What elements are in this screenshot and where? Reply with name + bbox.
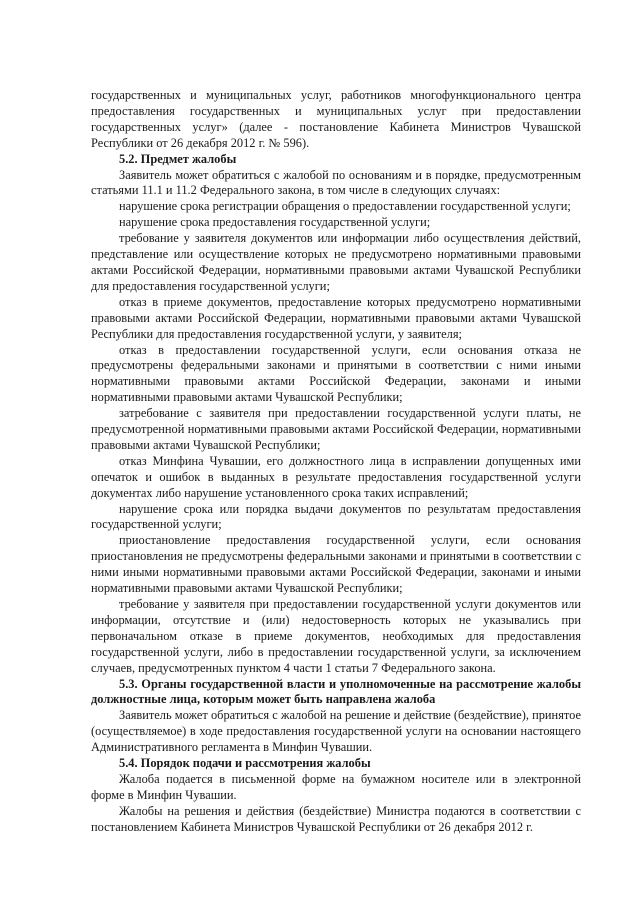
- section-heading-5-3: 5.3. Органы государственной власти и уполномоченные на рассмотрение жалобы должностные лица, которым может быть направлена жалоба: [91, 676, 581, 707]
- paragraph: Заявитель может обратиться с жалобой по основаниям и в порядке, предусмотренным статьями 11.1 и 11.2 Федерального закона, в том числе в следующих случаях:: [91, 167, 581, 198]
- paragraph: Жалобы на решения и действия (бездействие) Министра подаются в соответствии с постановлением Кабинета Министров Чувашской Республики от 26 декабря 2012 г.: [91, 803, 581, 834]
- list-paragraph: отказ в приеме документов, предоставление которых предусмотрено нормативными правовыми актами Российской Федерации, нормативными правовыми актами Чувашской Республики для предоставления государственной услуги, у заявителя;: [91, 294, 581, 341]
- list-paragraph: требование у заявителя документов или информации либо осуществления действий, представление или осуществление которых не предусмотрено нормативными правовыми актами Российской Федерации, нормативными правовыми актами Чувашской Республики для предоставления государственной услуги;: [91, 231, 581, 293]
- paragraph: Заявитель может обратиться с жалобой на решение и действие (бездействие), принятое (осуществляемое) в ходе предоставления государственной услуги на основании настоящего Административного регламента в Минфин Чувашии.: [91, 708, 581, 755]
- list-paragraph: нарушение срока предоставления государственной услуги;: [119, 215, 431, 230]
- paragraph-continuation: государственных и муниципальных услуг, работников многофункционального центра предоставления государственных и муниципальных услуг при предоставлении государственных услуг» (далее - постановление Кабинета Министров Чувашской Республики от 26 декабря 2012 г. № 596).: [91, 88, 581, 150]
- list-paragraph: приостановление предоставления государственной услуги, если основания приостановления не предусмотрены федеральными законами и принятыми в соответствии с ними иными нормативными правовыми актами Российской Федерации, законами и иными нормативными правовыми актами Чувашской Республики;: [91, 533, 581, 596]
- section-heading-5-2: 5.2. Предмет жалобы: [119, 151, 237, 166]
- list-paragraph: нарушение срока регистрации обращения о предоставлении государственной услуги;: [119, 199, 571, 214]
- paragraph: Жалоба подается в письменной форме на бумажном носителе или в электронной форме в Минфин Чувашии.: [91, 771, 581, 802]
- list-paragraph: затребование с заявителя при предоставлении государственной услуги платы, не предусмотренной нормативными правовыми актами Российской Федерации, нормативными правовыми актами Чувашской Республики;: [91, 406, 581, 452]
- list-paragraph: отказ в предоставлении государственной услуги, если основания отказа не предусмотрены федеральными законами и принятыми в соответствии с ними иными нормативными правовыми актами Российской Федерации, законами и иными нормативными правовыми актами Чувашской Республики;: [91, 342, 581, 405]
- list-paragraph: отказ Минфина Чувашии, его должностного лица в исправлении допущенных ими опечаток и ошибок в выданных в результате предоставления государственной услуги документах либо нарушение установленного срока таких исправлений;: [91, 453, 581, 500]
- document-page: [91, 88, 581, 836]
- list-paragraph: нарушение срока или порядка выдачи документов по результатам предоставления государственной услуги;: [91, 501, 581, 532]
- list-paragraph: требование у заявителя при предоставлении государственной услуги документов или информации, отсутствие и (или) недостоверность которых не указывались при первоначальном отказе в приеме документов, необходимых для предоставления государственной услуги, либо в предоставлении государственной услуги, за исключением случаев, предусмотренных пунктом 4 части 1 статьи 7 Федерального закона.: [91, 597, 581, 675]
- section-heading-5-4: 5.4. Порядок подачи и рассмотрения жалобы: [119, 756, 371, 771]
